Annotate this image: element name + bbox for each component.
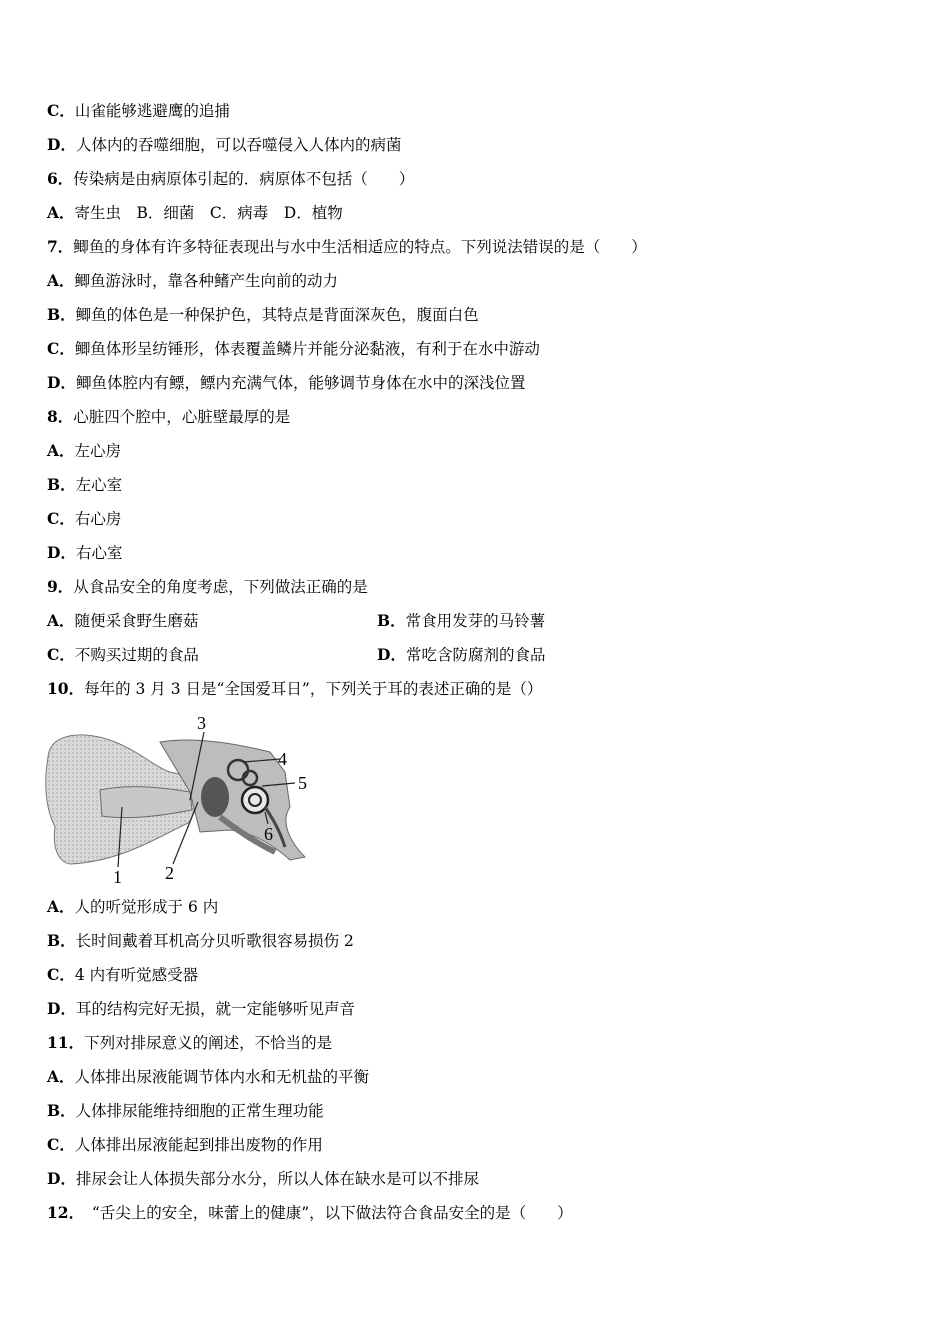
figure-label-1: 1: [113, 867, 122, 887]
option-label: C．: [47, 339, 75, 358]
question-7: [47, 237, 647, 257]
question-7-option-a: [47, 271, 338, 291]
figure-label-6: 6: [264, 824, 273, 844]
option-text: 鲫鱼体形呈纺锤形，体表覆盖鳞片并能分泌黏液，有利于在水中游动: [74, 340, 540, 358]
option-label: D．: [47, 135, 76, 154]
option-text: 排尿会让人体损失部分水分，所以人体在缺水是可以不排尿: [75, 1170, 479, 1188]
option-text: 常食用发芽的马铃薯: [405, 612, 546, 630]
question-number: 12．: [47, 1203, 77, 1222]
question-10: [47, 679, 542, 699]
option-label: B．: [377, 611, 406, 630]
question-text: 每年的 3 月 3 日是“全国爱耳日”，下列关于耳的表述正确的是（）: [84, 680, 543, 698]
question-10-option-d: [47, 999, 355, 1019]
question-9-options-row-2: [47, 645, 907, 665]
question-9-options-row-1: [47, 611, 907, 631]
question-8: [47, 407, 290, 427]
option-text: 右心房: [74, 510, 122, 528]
option-text: 寄生虫 B．细菌 C．病毒 D．植物: [74, 204, 343, 222]
question-11-option-d: [47, 1169, 479, 1189]
option-label: A．: [47, 1067, 75, 1086]
option-label: D．: [47, 373, 76, 392]
ear-diagram: [40, 712, 330, 887]
option-text: 人体排尿能维持细胞的正常生理功能: [75, 1102, 324, 1120]
question-10-option-c: [47, 965, 198, 985]
option-label: D．: [47, 999, 76, 1018]
option-d-line: [47, 135, 401, 155]
option-label: C．: [47, 101, 75, 120]
question-number: 6．: [47, 169, 74, 188]
option-text: 耳的结构完好无损，就一定能够听见声音: [75, 1000, 355, 1018]
middle-ear-shape: [201, 777, 229, 817]
question-text: 传染病是由病原体引起的．病原体不包括（ ）: [73, 170, 415, 188]
question-11-option-b: [47, 1101, 324, 1121]
question-number: 7．: [47, 237, 74, 256]
option-text: 人体排出尿液能起到排出废物的作用: [74, 1136, 323, 1154]
question-11-option-c: [47, 1135, 323, 1155]
figure-label-5: 5: [298, 773, 307, 793]
question-10-option-b: [47, 931, 354, 951]
question-8-option-c: [47, 509, 121, 529]
question-text: “舌尖上的安全，味蕾上的健康”，以下做法符合食品安全的是（ ）: [76, 1204, 573, 1222]
option-label: C．: [47, 509, 75, 528]
option-label: C．: [47, 645, 75, 664]
option-text: 人的听觉形成于 6 内: [74, 898, 219, 916]
option-label: A．: [47, 203, 75, 222]
question-8-option-d: [47, 543, 122, 563]
question-text: 下列对排尿意义的阐述，不恰当的是: [84, 1034, 333, 1052]
option-text: 鲫鱼体腔内有鳔，鳔内充满气体，能够调节身体在水中的深浅位置: [75, 374, 526, 392]
option-text: 右心室: [75, 544, 123, 562]
option-text: 人体排出尿液能调节体内水和无机盐的平衡: [74, 1068, 370, 1086]
option-label: B．: [47, 1101, 76, 1120]
option-text: 4 内有听觉感受器: [74, 966, 199, 984]
question-11: [47, 1033, 332, 1053]
option-label: D．: [47, 1169, 76, 1188]
question-7-option-c: [47, 339, 540, 359]
option-label: C．: [47, 965, 75, 984]
question-text: 心脏四个腔中，心脏壁最厚的是: [73, 408, 291, 426]
question-number: 9．: [47, 577, 74, 596]
question-text: 从食品安全的角度考虑，下列做法正确的是: [73, 578, 368, 596]
question-10-option-a: [47, 897, 218, 917]
option-text: 左心房: [74, 442, 122, 460]
option-label: D．: [377, 645, 406, 664]
cochlea-shape: [242, 787, 268, 813]
figure-label-4: 4: [278, 749, 287, 769]
option-text: 鲫鱼游泳时，靠各种鳍产生向前的动力: [74, 272, 339, 290]
question-8-option-a: [47, 441, 121, 461]
figure-label-3: 3: [197, 713, 206, 733]
option-label: A．: [47, 611, 75, 630]
question-number: 8．: [47, 407, 74, 426]
question-number: 11．: [47, 1033, 85, 1052]
option-label: A．: [47, 441, 75, 460]
option-text: 不购买过期的食品: [74, 646, 199, 664]
question-text: 鲫鱼的身体有许多特征表现出与水中生活相适应的特点。下列说法错误的是（ ）: [73, 238, 647, 256]
option-text: 长时间戴着耳机高分贝听歌很容易损伤 2: [75, 932, 354, 950]
option-text: 常吃含防腐剂的食品: [405, 646, 546, 664]
option-text: 山雀能够逃避鹰的追捕: [74, 102, 230, 120]
option-label: C．: [47, 1135, 75, 1154]
option-text: 人体内的吞噬细胞，可以吞噬侵入人体内的病菌: [75, 136, 402, 154]
question-6: [47, 169, 414, 189]
question-number: 10．: [47, 679, 85, 698]
question-7-option-d: [47, 373, 525, 393]
option-c-line: [47, 101, 230, 121]
option-label: B．: [47, 475, 76, 494]
option-label: D．: [47, 543, 76, 562]
question-11-option-a: [47, 1067, 369, 1087]
question-9: [47, 577, 368, 597]
question-8-option-b: [47, 475, 122, 495]
question-7-option-b: [47, 305, 479, 325]
option-text: 鲫鱼的体色是一种保护色，其特点是背面深灰色，腹面白色: [75, 306, 479, 324]
figure-label-2: 2: [165, 863, 174, 883]
option-label: A．: [47, 271, 75, 290]
question-12: [47, 1203, 573, 1223]
question-6-options: [47, 203, 343, 223]
option-label: B．: [47, 931, 76, 950]
option-label: A．: [47, 897, 75, 916]
option-label: B．: [47, 305, 76, 324]
option-text: 左心室: [75, 476, 123, 494]
option-text: 随便采食野生磨菇: [74, 612, 199, 630]
